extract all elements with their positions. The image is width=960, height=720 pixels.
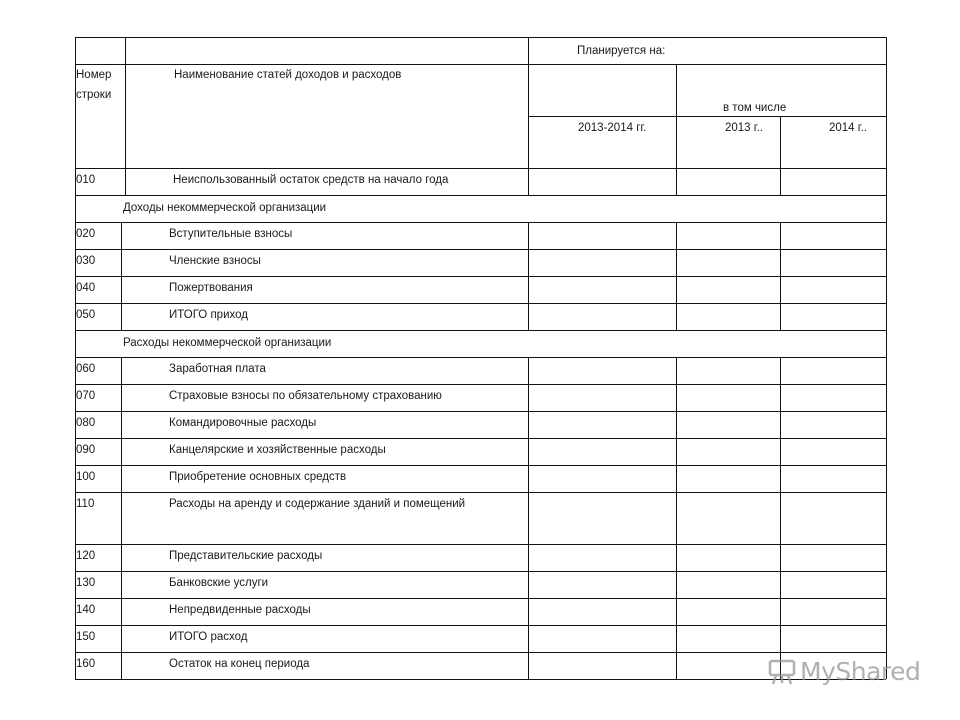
rule-line: [75, 276, 886, 277]
row-label: Вступительные взносы: [169, 228, 293, 240]
rule-line: [676, 492, 677, 544]
row-code: 150: [76, 631, 96, 643]
rule-line: [125, 168, 126, 195]
rule-line: [75, 222, 886, 223]
rule-line: [676, 64, 677, 168]
rule-line: [780, 625, 781, 652]
rule-line: [676, 625, 677, 652]
rule-line: [75, 384, 886, 385]
budget-table: [75, 37, 886, 676]
rule-line: [780, 168, 781, 195]
rule-line: [75, 303, 886, 304]
row-label: Расходы на аренду и содержание зданий и помещений: [169, 498, 466, 510]
rule-line: [676, 357, 677, 384]
rule-line: [780, 303, 781, 330]
row-code: 100: [76, 471, 96, 483]
rule-line: [780, 116, 781, 168]
header-including: в том числе: [723, 102, 787, 114]
row-label: Неиспользованный остаток средств на начало года: [173, 174, 449, 186]
header-row-number-line2: строки: [76, 89, 112, 101]
row-label: Членские взносы: [169, 255, 261, 267]
rule-line: [75, 357, 886, 358]
rule-line: [780, 249, 781, 276]
rule-line: [75, 465, 886, 466]
rule-line: [886, 249, 887, 276]
row-code: 060: [76, 363, 96, 375]
rule-line: [676, 652, 677, 679]
row-label: Командировочные расходы: [169, 417, 317, 429]
row-code: 010: [76, 174, 96, 186]
rule-line: [780, 384, 781, 411]
rule-line: [886, 276, 887, 303]
rule-line: [886, 384, 887, 411]
rule-line: [121, 571, 122, 598]
rule-line: [75, 679, 886, 680]
row-code: 040: [76, 282, 96, 294]
presentation-board-icon: [768, 659, 796, 685]
rule-line: [528, 222, 529, 249]
rule-line: [528, 571, 529, 598]
rule-line: [676, 222, 677, 249]
row-code: 130: [76, 577, 96, 589]
rule-line: [676, 438, 677, 465]
rule-line: [75, 544, 886, 545]
rule-line: [528, 411, 529, 438]
rule-line: [121, 544, 122, 571]
rule-line: [676, 168, 677, 195]
rule-line: [75, 195, 886, 196]
rule-line: [528, 465, 529, 492]
rule-line: [886, 168, 887, 195]
row-code: 120: [76, 550, 96, 562]
row-label: Банковские услуги: [169, 577, 269, 589]
row-code: 070: [76, 390, 96, 402]
section-heading: Расходы некоммерческой организации: [123, 337, 332, 349]
rule-line: [528, 492, 529, 544]
rule-line: [528, 544, 529, 571]
rule-line: [528, 303, 529, 330]
rule-line: [528, 116, 886, 117]
rule-line: [676, 465, 677, 492]
row-code: 050: [76, 309, 96, 321]
rule-line: [528, 384, 529, 411]
rule-line: [780, 222, 781, 249]
rule-line: [676, 571, 677, 598]
rule-line: [528, 625, 529, 652]
rule-line: [676, 544, 677, 571]
rule-line: [780, 571, 781, 598]
rule-line: [75, 411, 886, 412]
rule-line: [75, 330, 76, 357]
header-row-number-line1: Номер: [76, 69, 112, 81]
row-code: 080: [76, 417, 96, 429]
rule-line: [121, 276, 122, 303]
row-code: 140: [76, 604, 96, 616]
row-code: 160: [76, 658, 96, 670]
row-label: Пожертвования: [169, 282, 253, 294]
row-label: Остаток на конец периода: [169, 658, 310, 670]
rule-line: [780, 438, 781, 465]
header-year-2014: 2014 г..: [829, 122, 867, 134]
rule-line: [75, 330, 886, 331]
rule-line: [75, 625, 886, 626]
rule-line: [780, 276, 781, 303]
rule-line: [75, 37, 76, 168]
rule-line: [780, 492, 781, 544]
rule-line: [886, 303, 887, 330]
row-code: 030: [76, 255, 96, 267]
row-code: 090: [76, 444, 96, 456]
rule-line: [121, 492, 122, 544]
watermark-text: MyShared: [800, 657, 921, 686]
rule-line: [780, 411, 781, 438]
rule-line: [121, 438, 122, 465]
rule-line: [75, 571, 886, 572]
rule-line: [780, 598, 781, 625]
row-label: Представительские расходы: [169, 550, 323, 562]
rule-line: [75, 195, 76, 222]
rule-line: [121, 303, 122, 330]
rule-line: [676, 411, 677, 438]
row-code: 020: [76, 228, 96, 240]
rule-line: [121, 384, 122, 411]
rule-line: [75, 37, 886, 38]
rule-line: [528, 438, 529, 465]
rule-line: [886, 544, 887, 571]
rule-line: [75, 168, 886, 169]
rule-line: [886, 37, 887, 168]
rule-line: [121, 598, 122, 625]
rule-line: [75, 652, 886, 653]
rule-line: [75, 492, 886, 493]
rule-line: [886, 222, 887, 249]
rule-line: [780, 465, 781, 492]
rule-line: [886, 357, 887, 384]
rule-line: [780, 357, 781, 384]
header-planned-for: Планируется на:: [577, 45, 666, 57]
rule-line: [676, 249, 677, 276]
row-label: ИТОГО расход: [169, 631, 248, 643]
row-label: ИТОГО приход: [169, 309, 248, 321]
rule-line: [886, 465, 887, 492]
rule-line: [528, 168, 529, 195]
row-label: Непредвиденные расходы: [169, 604, 311, 616]
rule-line: [75, 249, 886, 250]
rule-line: [676, 598, 677, 625]
row-label: Заработная плата: [169, 363, 266, 375]
rule-line: [528, 276, 529, 303]
rule-line: [528, 37, 529, 168]
row-label: Канцелярские и хозяйственные расходы: [169, 444, 386, 456]
row-label: Страховые взносы по обязательному страхованию: [169, 390, 442, 402]
rule-line: [780, 544, 781, 571]
rule-line: [886, 438, 887, 465]
rule-line: [886, 625, 887, 652]
rule-line: [75, 598, 886, 599]
row-label: Приобретение основных средств: [169, 471, 347, 483]
rule-line: [121, 222, 122, 249]
rule-line: [528, 652, 529, 679]
rule-line: [886, 598, 887, 625]
rule-line: [75, 64, 886, 65]
header-item-name: Наименование статей доходов и расходов: [174, 69, 402, 81]
row-code: 110: [76, 498, 95, 510]
rule-line: [528, 249, 529, 276]
rule-line: [676, 276, 677, 303]
rule-line: [528, 357, 529, 384]
rule-line: [886, 411, 887, 438]
rule-line: [121, 249, 122, 276]
rule-line: [886, 330, 887, 357]
section-heading: Доходы некоммерческой организации: [123, 202, 327, 214]
rule-line: [676, 384, 677, 411]
rule-line: [125, 37, 126, 168]
rule-line: [121, 411, 122, 438]
rule-line: [886, 492, 887, 544]
rule-line: [121, 625, 122, 652]
rule-line: [121, 357, 122, 384]
rule-line: [121, 465, 122, 492]
rule-line: [121, 652, 122, 679]
rule-line: [75, 438, 886, 439]
rule-line: [676, 303, 677, 330]
rule-line: [886, 571, 887, 598]
rule-line: [528, 598, 529, 625]
header-year-2013: 2013 г..: [725, 122, 763, 134]
watermark: [768, 657, 920, 686]
rule-line: [886, 195, 887, 222]
header-period-total: 2013-2014 гг.: [578, 122, 647, 134]
